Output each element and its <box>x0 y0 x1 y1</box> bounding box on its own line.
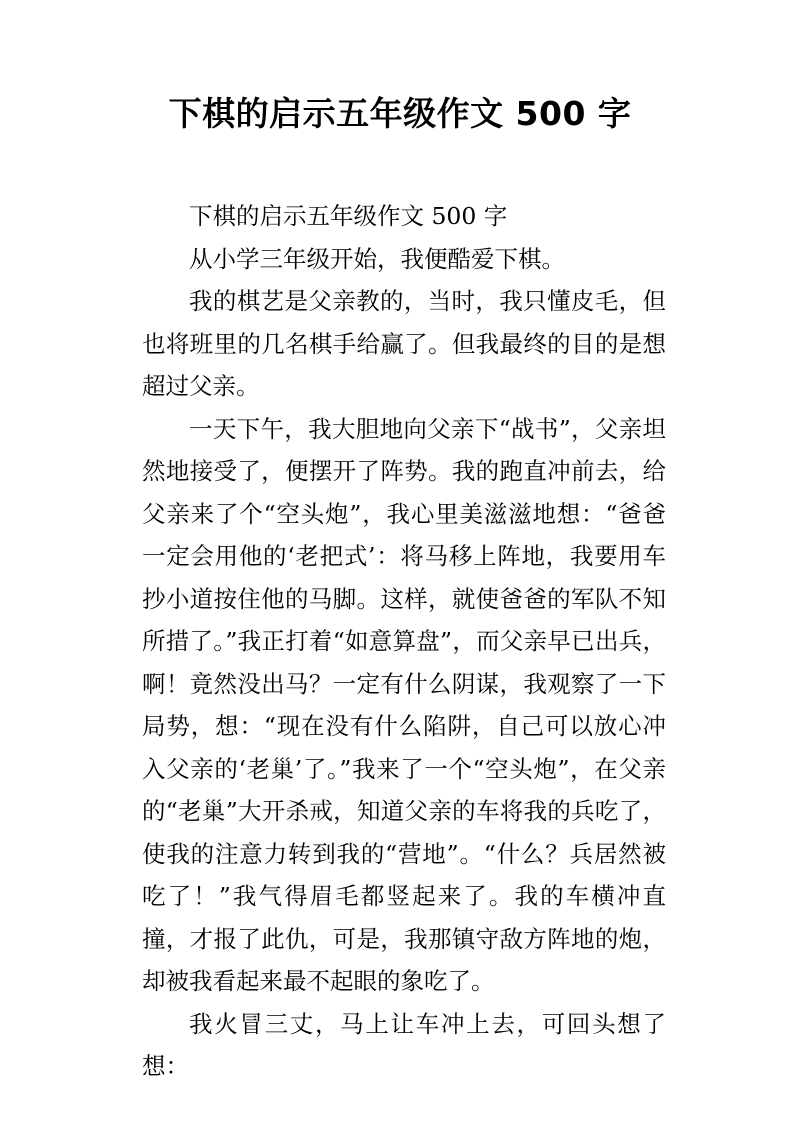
paragraph-subtitle: 下棋的启示五年级作文 500 字 <box>189 202 508 230</box>
document-body <box>142 195 666 1088</box>
paragraph-1: 从小学三年级开始，我便酷爱下棋。 <box>189 244 565 273</box>
document-title: 下棋的启示五年级作文 500 字 <box>168 94 632 133</box>
paragraph-4: 我火冒三丈，马上让车冲上去，可回头想了想： <box>142 1009 666 1080</box>
paragraph-2: 我的棋艺是父亲教的，当时，我只懂皮毛，但也将班里的几名棋手给赢了。但我最终的目的是想超过父亲。 <box>142 287 666 400</box>
paragraph-3: 一天下午，我大胆地向父亲下“战书”，父亲坦然地接受了，便摆开了阵势。我的跑直冲前去，给父亲来了个“空头炮”，我心里美滋滋地想：“爸爸一定会用他的‘老把式’：将马移上阵地，我要用车抄小道按住他的马脚。这样，就使爸爸的军队不知所措了。”我正打着“如意算盘”，而父亲早已出兵，啊！竟然没出马？一定有什么阴谋，我观察了一下局势，想：“现在没有什么陷阱，自己可以放心冲入父亲的‘老巢’了。”我来了一个“空头炮”，在父亲的“老巢”大开杀戒，知道父亲的车将我的兵吃了，使我的注意力转到我的“营地”。“什么？兵居然被吃了！”我气得眉毛都竖起来了。我的车横冲直撞，才报了此仇，可是，我那镇守敌方阵地的炮，却被我看起来最不起眼的象吃了。 <box>142 414 666 995</box>
